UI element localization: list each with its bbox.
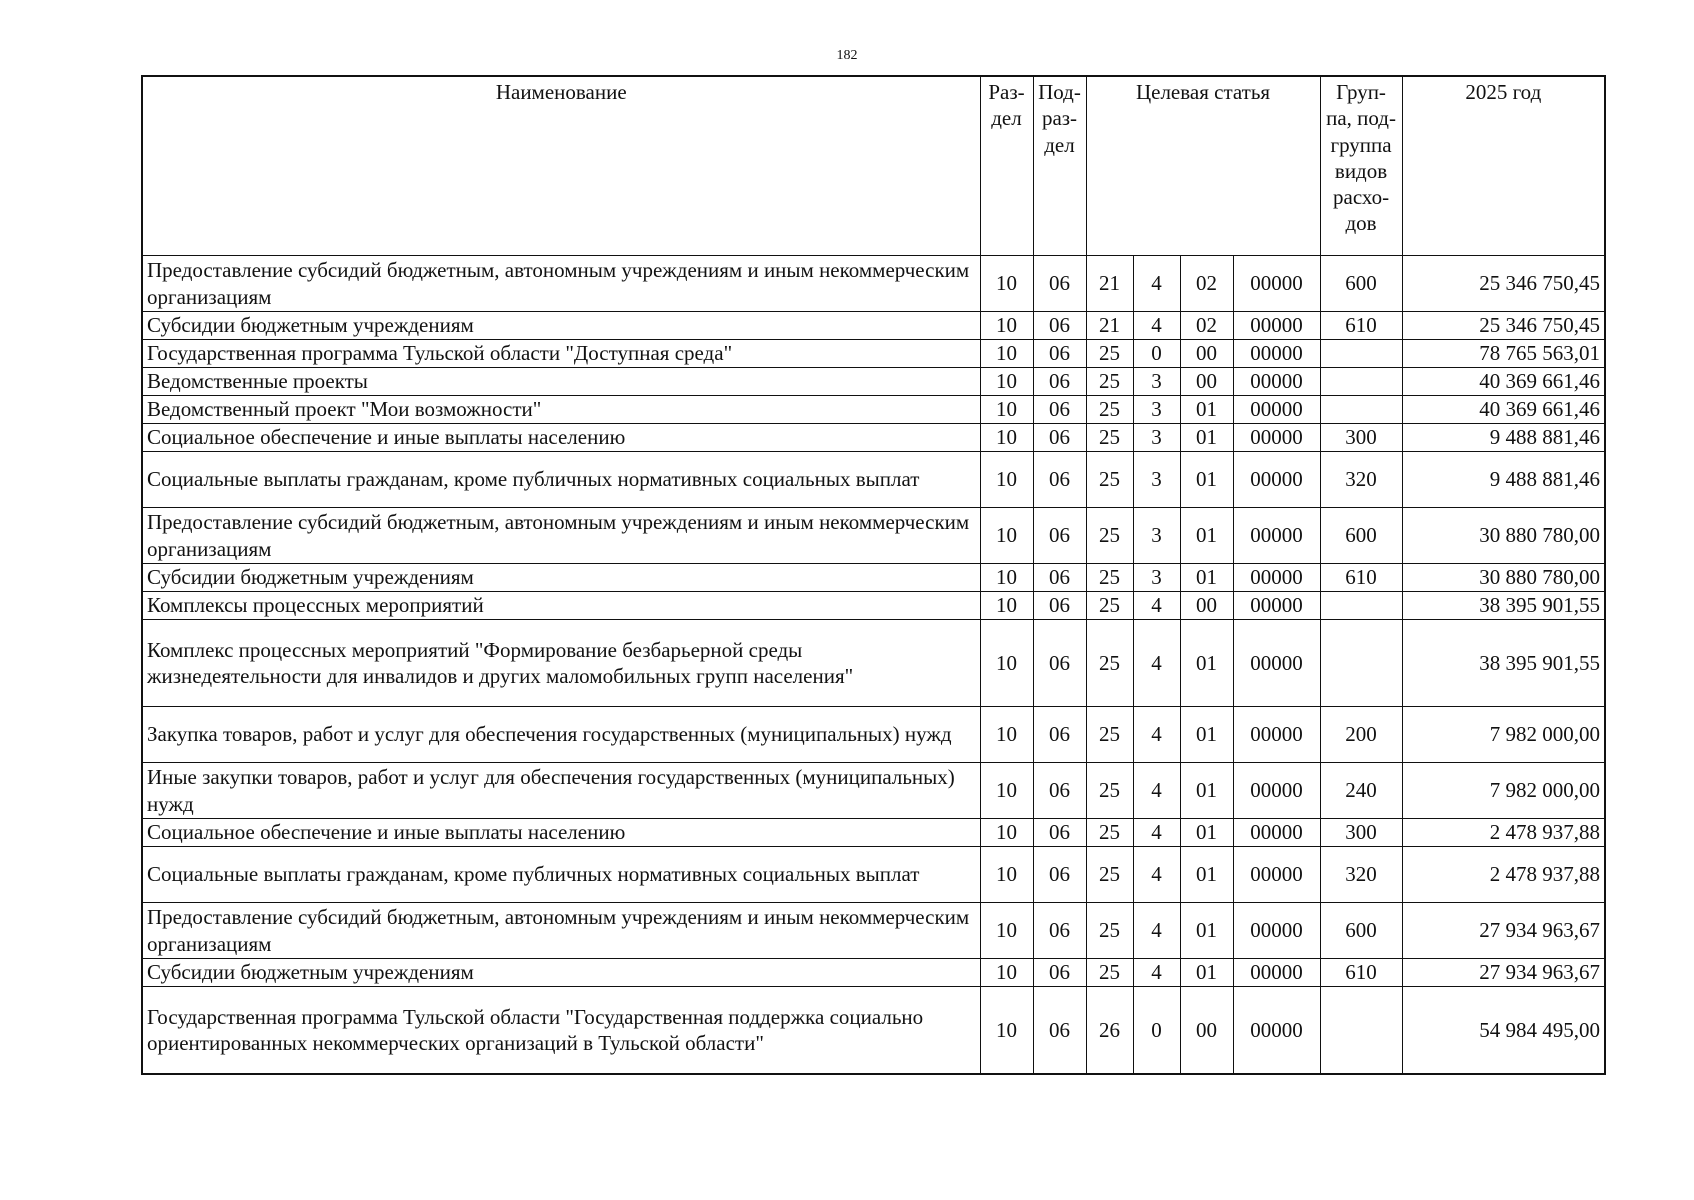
cell-amount-2025: 30 880 780,00 xyxy=(1402,564,1605,592)
cell-podrazdel: 06 xyxy=(1033,368,1086,396)
cell-target-direction: 00000 xyxy=(1233,312,1320,340)
table-row xyxy=(142,424,1605,452)
cell-target-element: 01 xyxy=(1180,707,1233,763)
cell-target-type: 4 xyxy=(1133,707,1180,763)
cell-target-direction: 00000 xyxy=(1233,424,1320,452)
cell-podrazdel: 06 xyxy=(1033,592,1086,620)
cell-podrazdel: 06 xyxy=(1033,903,1086,959)
cell-podrazdel: 06 xyxy=(1033,987,1086,1075)
cell-name: Комплексы процессных мероприятий xyxy=(142,592,980,620)
cell-target-direction: 00000 xyxy=(1233,564,1320,592)
cell-razdel: 10 xyxy=(980,256,1033,312)
header-expense-group: Груп- па, под- группа видов расхо- дов xyxy=(1320,76,1402,256)
cell-target-type: 4 xyxy=(1133,256,1180,312)
cell-target-element: 01 xyxy=(1180,452,1233,508)
cell-podrazdel: 06 xyxy=(1033,452,1086,508)
cell-name: Закупка товаров, работ и услуг для обеспечения государственных (муниципальных) нужд xyxy=(142,707,980,763)
cell-razdel: 10 xyxy=(980,903,1033,959)
cell-target-type: 3 xyxy=(1133,396,1180,424)
cell-expense-group xyxy=(1320,620,1402,707)
cell-target-direction: 00000 xyxy=(1233,819,1320,847)
cell-razdel: 10 xyxy=(980,987,1033,1075)
cell-name: Иные закупки товаров, работ и услуг для обеспечения государственных (муниципальных) нужд xyxy=(142,763,980,819)
cell-name: Социальные выплаты гражданам, кроме публичных нормативных социальных выплат xyxy=(142,452,980,508)
cell-target-direction: 00000 xyxy=(1233,707,1320,763)
cell-razdel: 10 xyxy=(980,847,1033,903)
cell-name: Ведомственные проекты xyxy=(142,368,980,396)
cell-expense-group xyxy=(1320,368,1402,396)
cell-expense-group xyxy=(1320,396,1402,424)
cell-target-element: 02 xyxy=(1180,256,1233,312)
cell-amount-2025: 2 478 937,88 xyxy=(1402,847,1605,903)
cell-target-element: 01 xyxy=(1180,847,1233,903)
cell-target-element: 01 xyxy=(1180,424,1233,452)
cell-podrazdel: 06 xyxy=(1033,340,1086,368)
cell-amount-2025: 9 488 881,46 xyxy=(1402,452,1605,508)
table-row xyxy=(142,707,1605,763)
cell-razdel: 10 xyxy=(980,312,1033,340)
cell-target-element: 00 xyxy=(1180,592,1233,620)
cell-target-element: 01 xyxy=(1180,508,1233,564)
cell-name: Государственная программа Тульской области "Государственная поддержка социально ориентированных некоммерческих организаций в Тульской области" xyxy=(142,987,980,1075)
cell-target-program: 25 xyxy=(1086,564,1133,592)
cell-target-type: 3 xyxy=(1133,424,1180,452)
cell-razdel: 10 xyxy=(980,368,1033,396)
cell-razdel: 10 xyxy=(980,424,1033,452)
cell-target-direction: 00000 xyxy=(1233,340,1320,368)
cell-name: Субсидии бюджетным учреждениям xyxy=(142,959,980,987)
cell-target-program: 25 xyxy=(1086,424,1133,452)
cell-name: Комплекс процессных мероприятий "Формирование безбарьерной среды жизнедеятельности для инвалидов и других маломобильных групп населения" xyxy=(142,620,980,707)
table-header-row xyxy=(142,76,1605,256)
cell-target-element: 01 xyxy=(1180,959,1233,987)
table-row xyxy=(142,987,1605,1075)
table-row xyxy=(142,312,1605,340)
table-row xyxy=(142,452,1605,508)
header-razdel: Раз- дел xyxy=(980,76,1033,256)
cell-expense-group: 610 xyxy=(1320,564,1402,592)
cell-expense-group: 320 xyxy=(1320,452,1402,508)
cell-target-type: 4 xyxy=(1133,592,1180,620)
cell-target-program: 25 xyxy=(1086,340,1133,368)
cell-target-program: 25 xyxy=(1086,959,1133,987)
cell-podrazdel: 06 xyxy=(1033,312,1086,340)
cell-target-direction: 00000 xyxy=(1233,396,1320,424)
cell-podrazdel: 06 xyxy=(1033,707,1086,763)
cell-target-program: 25 xyxy=(1086,903,1133,959)
table-row xyxy=(142,763,1605,819)
cell-name: Предоставление субсидий бюджетным, автономным учреждениям и иным некоммерческим организациям xyxy=(142,903,980,959)
cell-target-direction: 00000 xyxy=(1233,592,1320,620)
cell-razdel: 10 xyxy=(980,707,1033,763)
cell-amount-2025: 7 982 000,00 xyxy=(1402,763,1605,819)
table-row xyxy=(142,620,1605,707)
cell-podrazdel: 06 xyxy=(1033,256,1086,312)
page-number: 182 xyxy=(836,48,858,63)
cell-podrazdel: 06 xyxy=(1033,396,1086,424)
cell-target-element: 01 xyxy=(1180,819,1233,847)
table-row xyxy=(142,368,1605,396)
cell-target-type: 0 xyxy=(1133,987,1180,1075)
cell-target-program: 25 xyxy=(1086,763,1133,819)
cell-target-type: 4 xyxy=(1133,959,1180,987)
cell-target-element: 01 xyxy=(1180,564,1233,592)
cell-target-direction: 00000 xyxy=(1233,847,1320,903)
cell-razdel: 10 xyxy=(980,763,1033,819)
cell-razdel: 10 xyxy=(980,564,1033,592)
cell-target-direction: 00000 xyxy=(1233,620,1320,707)
cell-target-program: 25 xyxy=(1086,819,1133,847)
cell-target-type: 4 xyxy=(1133,847,1180,903)
cell-target-program: 25 xyxy=(1086,452,1133,508)
cell-amount-2025: 38 395 901,55 xyxy=(1402,592,1605,620)
cell-name: Социальные выплаты гражданам, кроме публичных нормативных социальных выплат xyxy=(142,847,980,903)
cell-razdel: 10 xyxy=(980,396,1033,424)
table-row xyxy=(142,256,1605,312)
cell-target-direction: 00000 xyxy=(1233,452,1320,508)
cell-target-direction: 00000 xyxy=(1233,368,1320,396)
cell-expense-group: 200 xyxy=(1320,707,1402,763)
cell-name: Ведомственный проект "Мои возможности" xyxy=(142,396,980,424)
cell-razdel: 10 xyxy=(980,508,1033,564)
cell-target-program: 26 xyxy=(1086,987,1133,1075)
cell-target-type: 4 xyxy=(1133,763,1180,819)
cell-target-program: 25 xyxy=(1086,508,1133,564)
cell-target-type: 4 xyxy=(1133,819,1180,847)
table-body xyxy=(142,256,1605,1075)
cell-expense-group xyxy=(1320,592,1402,620)
cell-target-element: 01 xyxy=(1180,903,1233,959)
cell-target-program: 21 xyxy=(1086,312,1133,340)
cell-expense-group: 240 xyxy=(1320,763,1402,819)
cell-amount-2025: 40 369 661,46 xyxy=(1402,368,1605,396)
cell-target-direction: 00000 xyxy=(1233,987,1320,1075)
cell-podrazdel: 06 xyxy=(1033,620,1086,707)
table-row xyxy=(142,508,1605,564)
cell-target-type: 4 xyxy=(1133,620,1180,707)
cell-target-program: 21 xyxy=(1086,256,1133,312)
cell-amount-2025: 38 395 901,55 xyxy=(1402,620,1605,707)
table-row xyxy=(142,564,1605,592)
cell-amount-2025: 54 984 495,00 xyxy=(1402,987,1605,1075)
cell-name: Субсидии бюджетным учреждениям xyxy=(142,564,980,592)
cell-target-type: 3 xyxy=(1133,452,1180,508)
cell-podrazdel: 06 xyxy=(1033,508,1086,564)
cell-target-direction: 00000 xyxy=(1233,903,1320,959)
cell-amount-2025: 30 880 780,00 xyxy=(1402,508,1605,564)
cell-expense-group: 300 xyxy=(1320,424,1402,452)
cell-target-type: 3 xyxy=(1133,508,1180,564)
table-row xyxy=(142,340,1605,368)
cell-podrazdel: 06 xyxy=(1033,564,1086,592)
table-row xyxy=(142,903,1605,959)
cell-amount-2025: 9 488 881,46 xyxy=(1402,424,1605,452)
table-row xyxy=(142,847,1605,903)
cell-podrazdel: 06 xyxy=(1033,424,1086,452)
cell-target-element: 02 xyxy=(1180,312,1233,340)
cell-target-program: 25 xyxy=(1086,592,1133,620)
cell-name: Предоставление субсидий бюджетным, автономным учреждениям и иным некоммерческим организациям xyxy=(142,256,980,312)
cell-expense-group xyxy=(1320,987,1402,1075)
cell-name: Государственная программа Тульской области "Доступная среда" xyxy=(142,340,980,368)
cell-target-element: 00 xyxy=(1180,368,1233,396)
cell-target-element: 01 xyxy=(1180,396,1233,424)
cell-target-type: 0 xyxy=(1133,340,1180,368)
cell-target-program: 25 xyxy=(1086,620,1133,707)
cell-target-type: 3 xyxy=(1133,368,1180,396)
cell-target-direction: 00000 xyxy=(1233,959,1320,987)
cell-razdel: 10 xyxy=(980,592,1033,620)
table-row xyxy=(142,959,1605,987)
cell-podrazdel: 06 xyxy=(1033,763,1086,819)
cell-amount-2025: 27 934 963,67 xyxy=(1402,959,1605,987)
cell-target-type: 4 xyxy=(1133,903,1180,959)
cell-amount-2025: 2 478 937,88 xyxy=(1402,819,1605,847)
cell-target-element: 01 xyxy=(1180,620,1233,707)
cell-target-type: 4 xyxy=(1133,312,1180,340)
header-year-2025: 2025 год xyxy=(1402,76,1605,256)
cell-target-program: 25 xyxy=(1086,396,1133,424)
cell-expense-group xyxy=(1320,340,1402,368)
cell-expense-group: 600 xyxy=(1320,903,1402,959)
cell-razdel: 10 xyxy=(980,620,1033,707)
cell-target-direction: 00000 xyxy=(1233,256,1320,312)
cell-expense-group: 600 xyxy=(1320,508,1402,564)
cell-name: Социальное обеспечение и иные выплаты населению xyxy=(142,424,980,452)
cell-target-program: 25 xyxy=(1086,368,1133,396)
cell-amount-2025: 27 934 963,67 xyxy=(1402,903,1605,959)
header-name: Наименование xyxy=(142,76,980,256)
table-row xyxy=(142,819,1605,847)
cell-expense-group: 610 xyxy=(1320,312,1402,340)
cell-name: Социальное обеспечение и иные выплаты населению xyxy=(142,819,980,847)
table-row xyxy=(142,592,1605,620)
header-podrazdel: Под- раз- дел xyxy=(1033,76,1086,256)
cell-expense-group: 610 xyxy=(1320,959,1402,987)
header-target-article: Целевая статья xyxy=(1086,76,1320,256)
cell-razdel: 10 xyxy=(980,340,1033,368)
cell-target-type: 3 xyxy=(1133,564,1180,592)
cell-razdel: 10 xyxy=(980,819,1033,847)
cell-name: Предоставление субсидий бюджетным, автономным учреждениям и иным некоммерческим организациям xyxy=(142,508,980,564)
cell-expense-group: 600 xyxy=(1320,256,1402,312)
cell-expense-group: 300 xyxy=(1320,819,1402,847)
cell-target-element: 00 xyxy=(1180,340,1233,368)
cell-target-element: 01 xyxy=(1180,763,1233,819)
cell-amount-2025: 78 765 563,01 xyxy=(1402,340,1605,368)
cell-target-direction: 00000 xyxy=(1233,763,1320,819)
cell-amount-2025: 25 346 750,45 xyxy=(1402,312,1605,340)
cell-amount-2025: 40 369 661,46 xyxy=(1402,396,1605,424)
cell-amount-2025: 7 982 000,00 xyxy=(1402,707,1605,763)
cell-razdel: 10 xyxy=(980,452,1033,508)
cell-target-program: 25 xyxy=(1086,707,1133,763)
cell-target-program: 25 xyxy=(1086,847,1133,903)
cell-razdel: 10 xyxy=(980,959,1033,987)
cell-podrazdel: 06 xyxy=(1033,959,1086,987)
cell-name: Субсидии бюджетным учреждениям xyxy=(142,312,980,340)
cell-target-direction: 00000 xyxy=(1233,508,1320,564)
cell-target-element: 00 xyxy=(1180,987,1233,1075)
cell-podrazdel: 06 xyxy=(1033,847,1086,903)
table-row xyxy=(142,396,1605,424)
cell-podrazdel: 06 xyxy=(1033,819,1086,847)
cell-expense-group: 320 xyxy=(1320,847,1402,903)
budget-table xyxy=(141,75,1606,1075)
cell-amount-2025: 25 346 750,45 xyxy=(1402,256,1605,312)
